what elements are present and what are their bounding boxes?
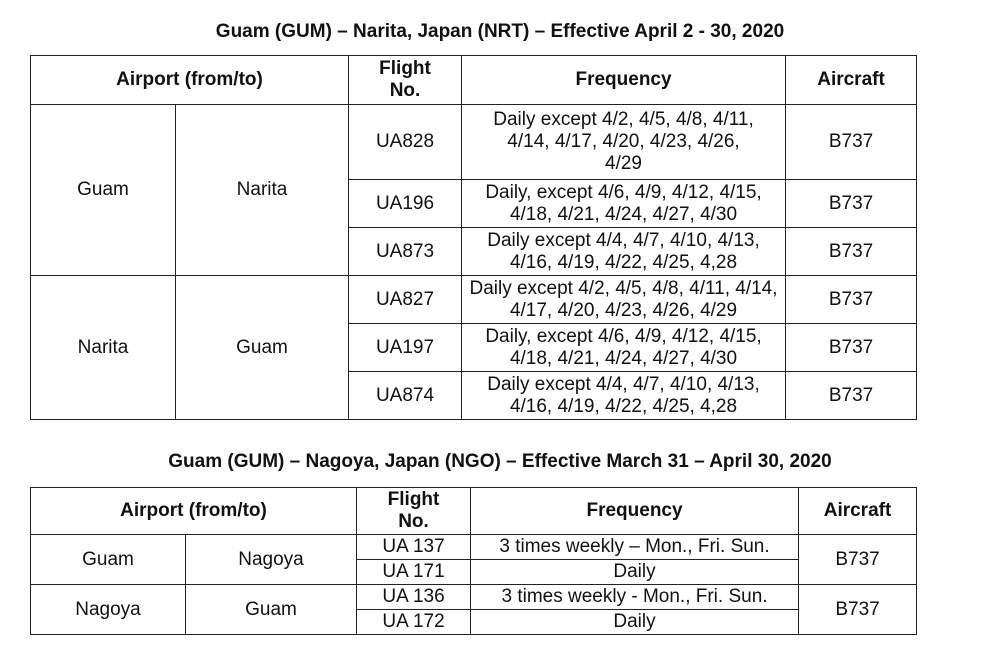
table-header-row — [31, 56, 917, 105]
cell-flight: UA 137 — [357, 535, 471, 560]
cell-to: Guam — [186, 585, 357, 635]
cell-frequency: Daily — [471, 560, 799, 585]
cell-aircraft: B737 — [799, 585, 917, 635]
cell-frequency: Daily except 4/2, 4/5, 4/8, 4/11, 4/14, 4/17, 4/20, 4/23, 4/26, 4/29 — [462, 276, 786, 324]
cell-flight: UA873 — [349, 228, 462, 276]
cell-flight: UA 171 — [357, 560, 471, 585]
cell-from: Guam — [31, 535, 186, 585]
cell-frequency: Daily, except 4/6, 4/9, 4/12, 4/15, 4/18, 4/21, 4/24, 4/27, 4/30 — [462, 324, 786, 372]
cell-from: Narita — [31, 276, 176, 420]
cell-aircraft: B737 — [799, 535, 917, 585]
cell-flight: UA197 — [349, 324, 462, 372]
cell-flight: UA 136 — [357, 585, 471, 610]
table1-title: Guam (GUM) – Narita, Japan (NRT) – Effective April 2 - 30, 2020 — [215, 21, 785, 42]
cell-frequency: 3 times weekly – Mon., Fri. Sun. — [471, 535, 799, 560]
cell-flight: UA827 — [349, 276, 462, 324]
header-airport: Airport (from/to) — [31, 488, 357, 535]
table-row — [31, 105, 917, 180]
guam-narita-schedule-table — [30, 55, 917, 420]
cell-flight: UA828 — [349, 105, 462, 180]
cell-flight: UA 172 — [357, 610, 471, 635]
cell-frequency: Daily — [471, 610, 799, 635]
table-row — [31, 276, 917, 324]
header-frequency: Frequency — [471, 488, 799, 535]
cell-from: Guam — [31, 105, 176, 276]
header-aircraft: Aircraft — [799, 488, 917, 535]
header-aircraft: Aircraft — [786, 56, 917, 105]
cell-aircraft: B737 — [786, 180, 917, 228]
cell-to: Guam — [176, 276, 349, 420]
cell-frequency: Daily except 4/4, 4/7, 4/10, 4/13, 4/16, 4/19, 4/22, 4/25, 4,28 — [462, 228, 786, 276]
guam-nagoya-schedule-table — [30, 487, 917, 635]
cell-aircraft: B737 — [786, 228, 917, 276]
table-row — [31, 585, 917, 610]
cell-aircraft: B737 — [786, 372, 917, 420]
header-flight-no: Flight No. — [349, 56, 462, 105]
cell-frequency: Daily except 4/2, 4/5, 4/8, 4/11, 4/14, 4/17, 4/20, 4/23, 4/26, 4/29 — [462, 105, 786, 180]
cell-frequency: 3 times weekly - Mon., Fri. Sun. — [471, 585, 799, 610]
header-airport: Airport (from/to) — [31, 56, 349, 105]
cell-aircraft: B737 — [786, 276, 917, 324]
header-frequency: Frequency — [462, 56, 786, 105]
header-flight-no: Flight No. — [357, 488, 471, 535]
table-header-row — [31, 488, 917, 535]
cell-aircraft: B737 — [786, 324, 917, 372]
table2-title: Guam (GUM) – Nagoya, Japan (NGO) – Effective March 31 – April 30, 2020 — [168, 451, 832, 472]
cell-aircraft: B737 — [786, 105, 917, 180]
cell-from: Nagoya — [31, 585, 186, 635]
cell-frequency: Daily except 4/4, 4/7, 4/10, 4/13, 4/16, 4/19, 4/22, 4/25, 4,28 — [462, 372, 786, 420]
cell-flight: UA874 — [349, 372, 462, 420]
table-row — [31, 535, 917, 560]
cell-flight: UA196 — [349, 180, 462, 228]
cell-to: Narita — [176, 105, 349, 276]
cell-to: Nagoya — [186, 535, 357, 585]
cell-frequency: Daily, except 4/6, 4/9, 4/12, 4/15, 4/18, 4/21, 4/24, 4/27, 4/30 — [462, 180, 786, 228]
